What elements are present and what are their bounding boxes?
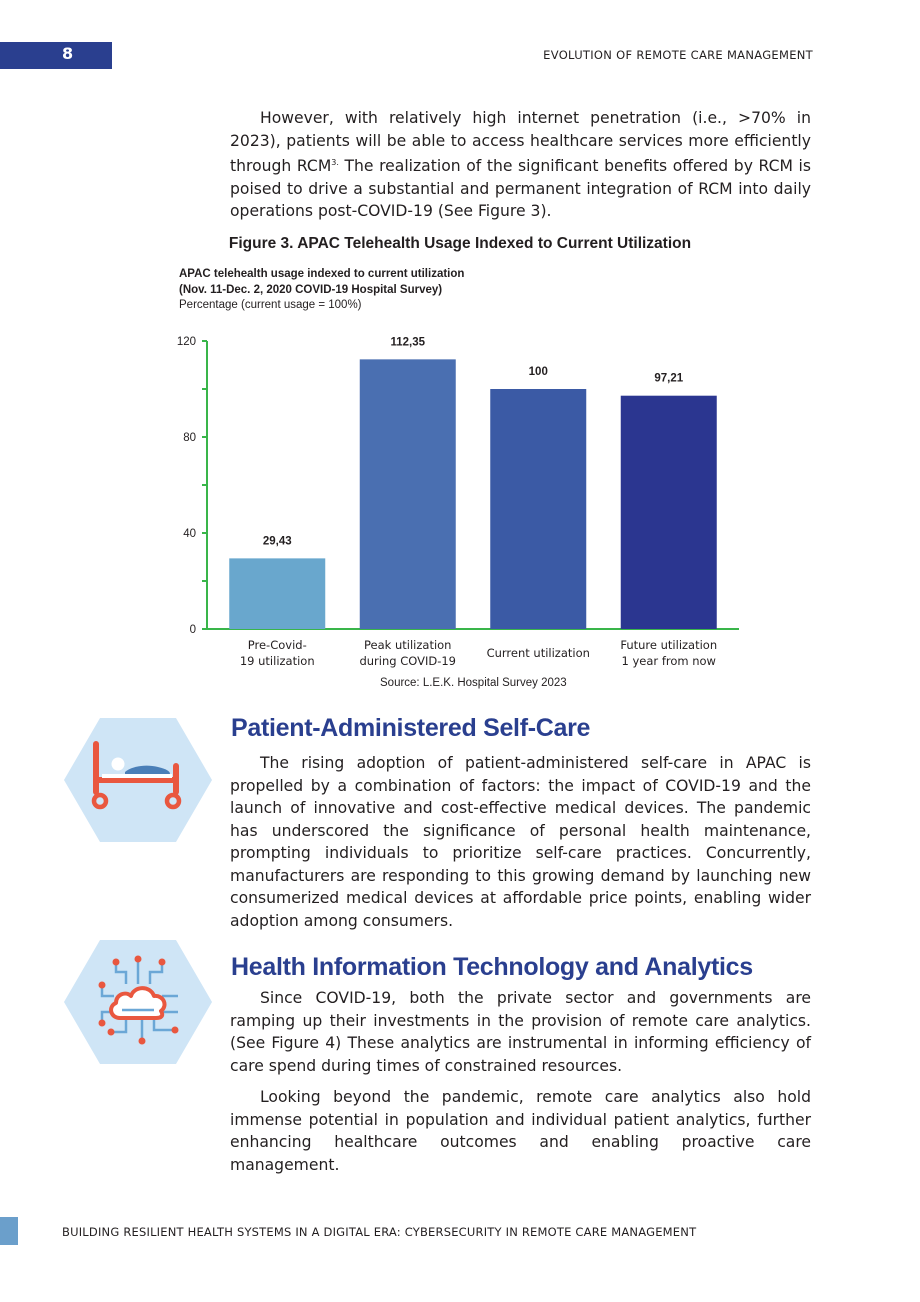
bar-chart (0, 320, 920, 680)
page-number: 8 (62, 44, 74, 63)
cloud-network-icon (62, 938, 214, 1066)
bar (229, 558, 325, 629)
health-it-text-1: Since COVID-19, both the private sector and governments are ramping up their investments in the provision of remote care analytics. (See Figure 4) These analytics are instrumental in informing efficiency of care spend during times of constrained resources. (230, 989, 811, 1075)
health-it-paragraphs (230, 987, 811, 1176)
self-care-text: The rising adoption of patient-administered self-care in APAC is propelled by a combination of factors: the impact of COVID-19 and the launch of innovative and cost-effective medical devices. The pandemic has underscored the significance of personal health maintenance, prompting individuals to prioritize self-care practices. Concurrently, manufacturers are responding to this growing demand by launching new consumerized medical devices at affordable price points, enabling wider adoption among consumers. (230, 754, 811, 930)
section-title-health-it: Health Information Technology and Analytics (231, 953, 753, 981)
running-title: EVOLUTION OF REMOTE CARE MANAGEMENT (543, 48, 813, 62)
category-label: 19 utilization (239, 654, 315, 668)
y-tick-label: 120 (176, 336, 196, 348)
section-title-self-care: Patient-Administered Self-Care (231, 714, 591, 742)
hospital-bed-icon (62, 716, 214, 844)
data-label: 97,21 (654, 372, 684, 385)
data-label: 112,35 (390, 336, 426, 349)
bar (360, 359, 456, 629)
chart-header (179, 267, 464, 314)
intro-text-continued: The realization of the significant benefits offered by RCM is poised to drive a substantial and permanent integration of RCM into daily operations post-COVID-19 (See Figure 3). (230, 157, 811, 221)
data-label: 100 (528, 366, 548, 378)
footer-title: BUILDING RESILIENT HEALTH SYSTEMS IN A DIGITAL ERA: CYBERSECURITY IN REMOTE CARE MANAGEMENT (62, 1225, 697, 1239)
health-it-text-2: Looking beyond the pandemic, remote care analytics also hold immense potential in population and individual patient analytics, further enhancing healthcare outcomes and enabling proactive care management. (230, 1088, 811, 1174)
reference-3: 3. (331, 158, 339, 167)
footer-box (0, 1217, 18, 1245)
y-tick-label: 40 (183, 528, 196, 540)
figure-title: Figure 3. APAC Telehealth Usage Indexed to Current Utilization (228, 235, 692, 252)
category-label: Pre-Covid- (247, 638, 307, 652)
bar (621, 396, 717, 629)
intro-paragraph (230, 107, 811, 223)
y-tick-label: 0 (189, 624, 196, 636)
chart-subtitle-2: (Nov. 11-Dec. 2, 2020 COVID-19 Hospital Survey) (179, 283, 443, 296)
chart-subtitle-1: APAC telehealth usage indexed to current utilization (179, 268, 465, 280)
category-label: Peak utilization (364, 638, 452, 652)
self-care-paragraph (230, 752, 811, 932)
category-label: Current utilization (486, 646, 590, 660)
y-tick-label: 80 (183, 432, 196, 444)
page-number-box (0, 42, 112, 69)
category-label: 1 year from now (621, 654, 716, 668)
category-label: Future utilization (620, 638, 718, 652)
figure-source: Source: L.E.K. Hospital Survey 2023 (380, 677, 567, 689)
chart-subtitle-3: Percentage (current usage = 100%) (179, 299, 362, 311)
category-label: during COVID-19 (359, 654, 457, 668)
bar (490, 389, 586, 629)
data-label: 29,43 (262, 535, 292, 548)
intro-text: However, with relatively high internet penetration (i.e., >70% in 2023), patients will be able to access healthcare services more efficiently through RCM (230, 109, 811, 176)
